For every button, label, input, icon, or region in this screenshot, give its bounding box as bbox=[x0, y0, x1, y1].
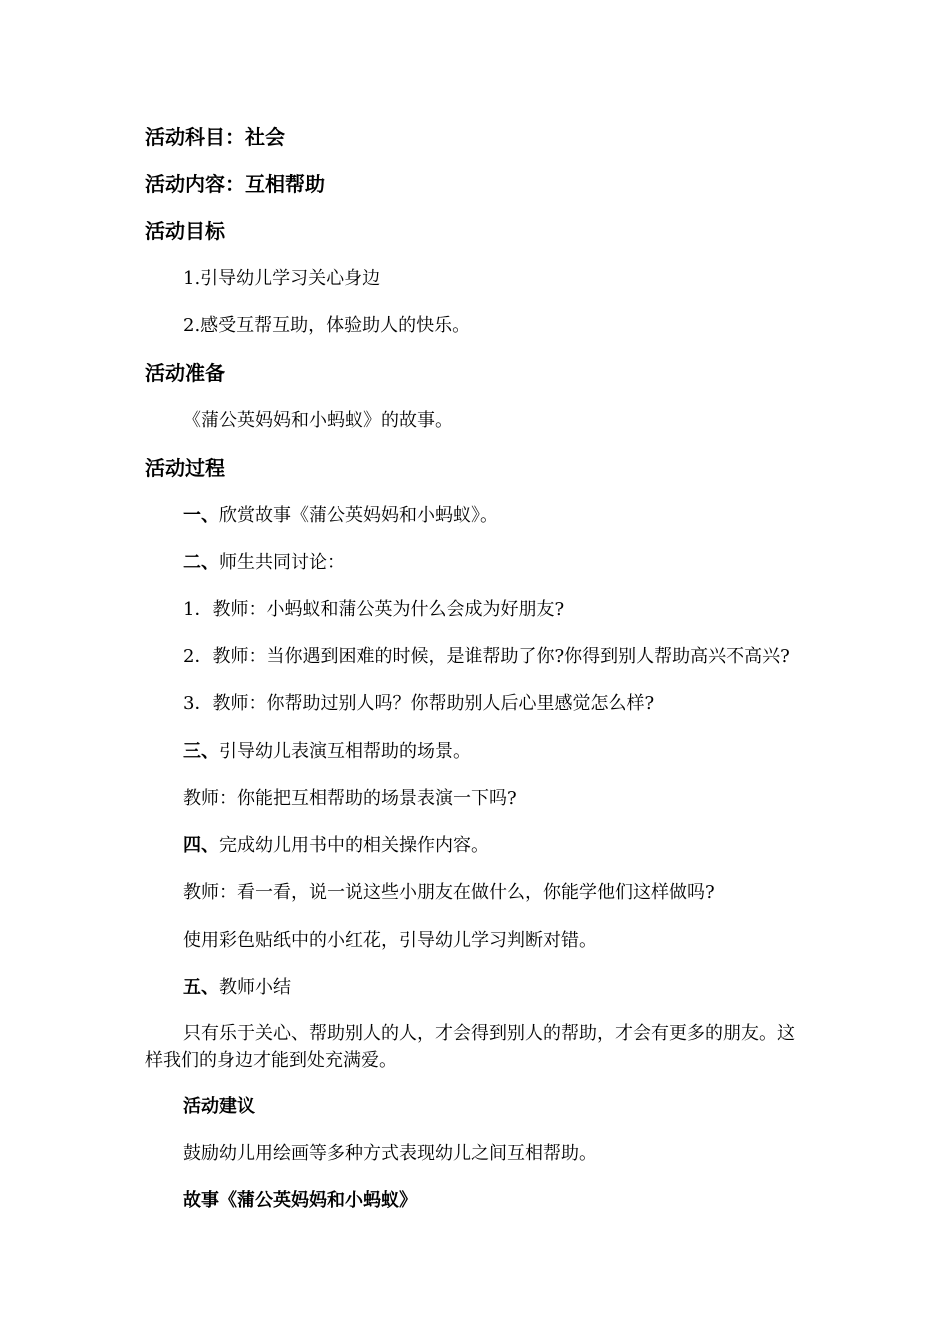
process-step-5 bbox=[183, 976, 810, 1000]
discussion-question: 3．教师：你帮助过别人吗？你帮助别人后心里感觉怎么样? bbox=[183, 693, 655, 714]
process-heading: 活动过程 bbox=[145, 456, 225, 480]
process-step-1 bbox=[183, 504, 810, 528]
goal-item: 1.引导幼儿学习关心身边 bbox=[183, 268, 381, 289]
step-label: 五、 bbox=[183, 977, 219, 998]
preparation-heading: 活动准备 bbox=[145, 361, 225, 385]
step-text: 教师小结 bbox=[219, 977, 291, 998]
goals-heading: 活动目标 bbox=[145, 219, 225, 243]
preparation-text: 《蒲公英妈妈和小蚂蚁》的故事。 bbox=[183, 410, 453, 431]
step-text: 完成幼儿用书中的相关操作内容。 bbox=[219, 835, 489, 856]
summary-paragraph: 只有乐于关心、帮助别人的人，才会得到别人的帮助，才会有更多的朋友。这样我们的身边才能到处充满爱。 bbox=[145, 1023, 795, 1071]
activity-content: 活动内容：互相帮助 bbox=[145, 172, 325, 196]
process-step-3 bbox=[183, 740, 810, 764]
step-4-teacher-line: 教师：看一看，说一说这些小朋友在做什么，你能学他们这样做吗? bbox=[183, 882, 715, 903]
story-title: 故事《蒲公英妈妈和小蚂蚁》 bbox=[183, 1190, 417, 1211]
step-text: 引导幼儿表演互相帮助的场景。 bbox=[219, 741, 471, 762]
step-label: 一、 bbox=[183, 505, 219, 526]
step-label: 三、 bbox=[183, 741, 219, 762]
discussion-question: 2．教师：当你遇到困难的时候，是谁帮助了你?你得到别人帮助高兴不高兴? bbox=[183, 646, 790, 667]
suggestion-text: 鼓励幼儿用绘画等多种方式表现幼儿之间互相帮助。 bbox=[183, 1143, 597, 1164]
step-text: 欣赏故事《蒲公英妈妈和小蚂蚁》。 bbox=[219, 505, 498, 526]
step-label: 二、 bbox=[183, 552, 219, 573]
step-4-note: 使用彩色贴纸中的小红花，引导幼儿学习判断对错。 bbox=[183, 930, 597, 951]
step-3-teacher-line: 教师：你能把互相帮助的场景表演一下吗? bbox=[183, 788, 517, 809]
suggestion-heading: 活动建议 bbox=[183, 1096, 255, 1117]
process-step-2 bbox=[183, 551, 810, 575]
step-text: 师生共同讨论： bbox=[219, 552, 345, 573]
activity-subject: 活动科目：社会 bbox=[145, 125, 285, 149]
discussion-question: 1．教师：小蚂蚁和蒲公英为什么会成为好朋友? bbox=[183, 599, 565, 620]
process-step-4 bbox=[183, 834, 810, 858]
goal-item: 2.感受互帮互助，体验助人的快乐。 bbox=[183, 315, 471, 336]
step-label: 四、 bbox=[183, 835, 219, 856]
